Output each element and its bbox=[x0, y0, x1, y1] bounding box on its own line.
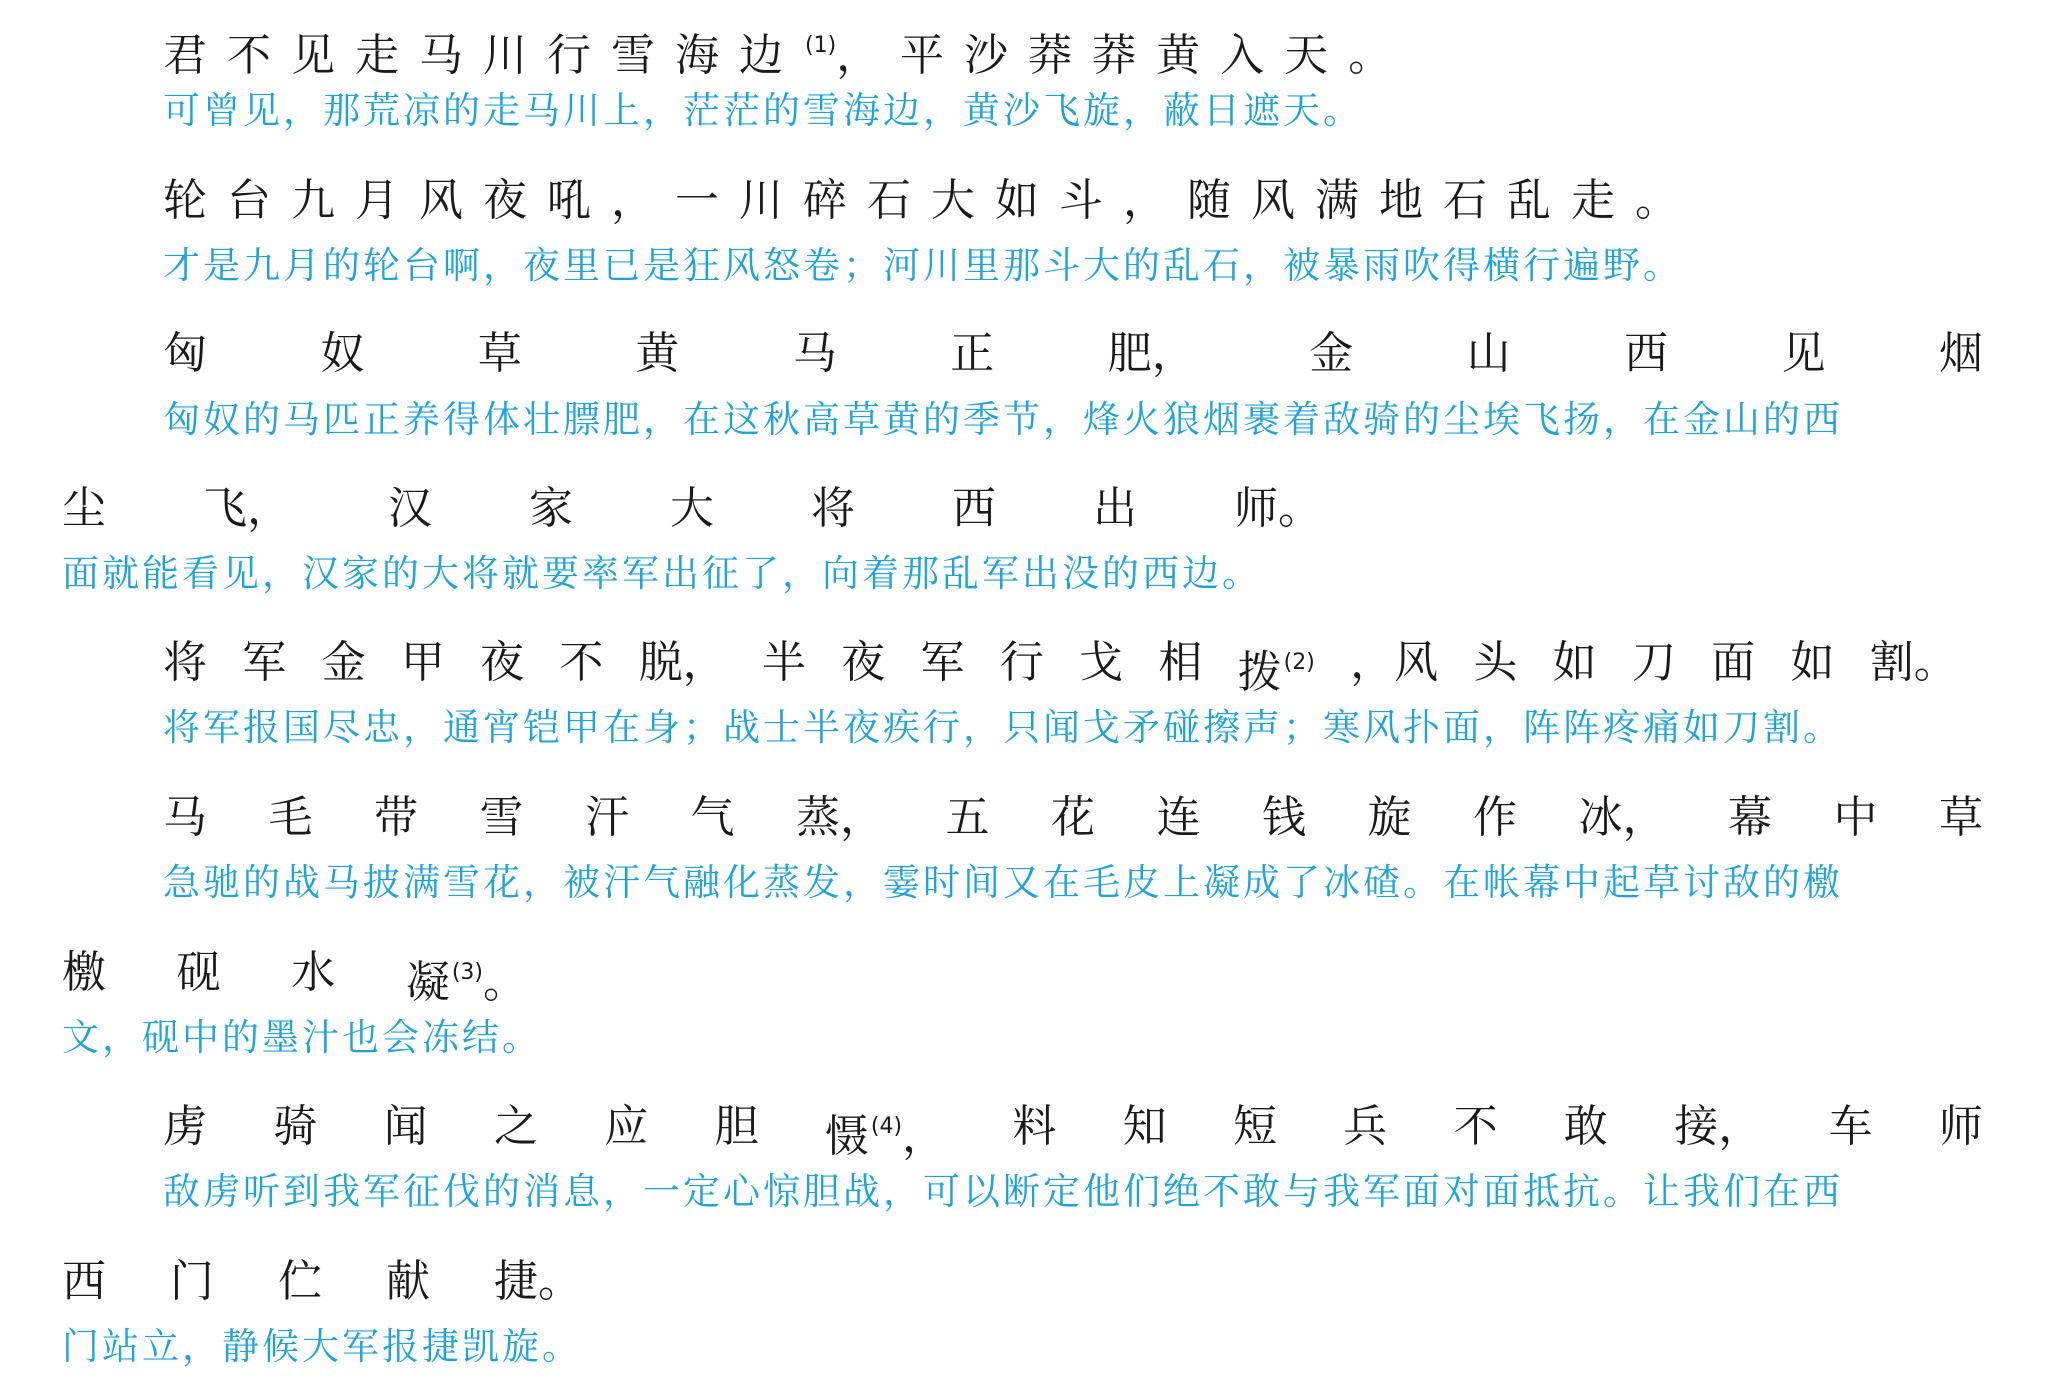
poem-char: 接， bbox=[1674, 1101, 1763, 1152]
poem-char: 之 bbox=[493, 1101, 538, 1152]
poem-char: 幕 bbox=[1728, 792, 1772, 843]
poem-char: 胆 bbox=[714, 1101, 759, 1152]
poem-line-6 bbox=[163, 1101, 1983, 1163]
poem-char: 檄 bbox=[62, 947, 106, 998]
poem-char: 肥， bbox=[1107, 328, 1196, 379]
poem-char: 捷。 bbox=[494, 1256, 582, 1307]
poem-char: 匈 bbox=[163, 328, 207, 379]
poem-char: 相 bbox=[1158, 637, 1203, 688]
poem-char: 金 bbox=[321, 637, 366, 688]
translation-line-2: 才是九月的轮台啊，夜里已是狂风怒卷；河川里那斗大的乱石，被暴雨吹得横行遍野。 bbox=[163, 244, 1683, 287]
translation-line-4: 将军报国尽忠，通宵铠甲在身；战士半夜疾行，只闻戈矛碰擦声；寒风扑面，阵阵疼痛如刀割。 bbox=[163, 706, 1843, 749]
poem-char: 师 bbox=[1938, 1101, 1983, 1152]
poem-char: 钱 bbox=[1262, 792, 1306, 843]
poem-char: 割。 bbox=[1869, 637, 1958, 688]
poem-char: 骑 bbox=[273, 1101, 318, 1152]
poem-char: 水 bbox=[291, 947, 336, 998]
poem-line-1-rest: ，平沙莽莽黄入天。 bbox=[836, 30, 1413, 81]
translation-line-5-cont: 文，砚中的墨汁也会冻结。 bbox=[62, 1016, 542, 1059]
poem-char: 冰， bbox=[1578, 792, 1667, 843]
poem-char: 山 bbox=[1466, 328, 1511, 379]
poem-char: 知 bbox=[1122, 1101, 1167, 1152]
poem-char: 面 bbox=[1711, 637, 1756, 688]
poem-char: 马 bbox=[792, 328, 837, 379]
poem-char: 黄 bbox=[635, 328, 680, 379]
poem-punct: 。 bbox=[483, 957, 527, 1008]
poem-char: 戈 bbox=[1079, 637, 1124, 688]
poem-char: 短 bbox=[1232, 1101, 1277, 1152]
poem-char: 五 bbox=[945, 792, 990, 843]
poem-char: 砚 bbox=[176, 947, 221, 998]
poem-line-5-cont bbox=[62, 947, 527, 1009]
poem-line-3 bbox=[163, 328, 1983, 380]
poem-char: 奴 bbox=[320, 328, 365, 379]
poem-char: 如 bbox=[1790, 637, 1835, 688]
poem-char: 花 bbox=[1051, 792, 1095, 843]
poem-line-3-cont bbox=[62, 483, 1322, 535]
poem-char: 家 bbox=[529, 483, 573, 534]
poem-char: 见 bbox=[1781, 328, 1826, 379]
poem-line-2: 轮台九月风夜吼，一川碎石大如斗，随风满地石乱走。 bbox=[163, 175, 1699, 226]
poem-char: 大 bbox=[670, 483, 714, 534]
translation-line-5: 急驰的战马披满雪花，被汗气融化蒸发，霎时间又在毛皮上凝成了冰碴。在帐幕中起草讨敌的檄 bbox=[163, 861, 1843, 904]
poem-char: 飞， bbox=[203, 483, 291, 534]
poem-char-with-note bbox=[1238, 637, 1315, 699]
poem-char: 毛 bbox=[268, 792, 313, 843]
poem-char: 出 bbox=[1093, 483, 1137, 534]
poem-char: 尘 bbox=[62, 483, 106, 534]
poem-char: 凝 bbox=[405, 957, 450, 1008]
poem-char: 应 bbox=[604, 1101, 649, 1152]
poem-char: 夜 bbox=[841, 637, 886, 688]
poem-char: 夜 bbox=[480, 637, 525, 688]
poem-char: 拨 bbox=[1237, 647, 1282, 698]
poem-char: 不 bbox=[559, 637, 604, 688]
translation-line-1: 可曾见，那荒凉的走马川上，茫茫的雪海边，黄沙飞旋，蔽日遮天。 bbox=[163, 89, 1363, 132]
poem-char: 雪 bbox=[479, 792, 524, 843]
poem-line-6-cont bbox=[62, 1256, 582, 1308]
poem-char: 敢 bbox=[1563, 1101, 1608, 1152]
poem-char: 闻 bbox=[383, 1101, 428, 1152]
poem-char-with-note bbox=[825, 1101, 946, 1163]
translation-line-3-cont: 面就能看见，汉家的大将就要率军出征了，向着那乱军出没的西边。 bbox=[62, 552, 1262, 595]
poem-char: 带 bbox=[374, 792, 418, 843]
poem-char: ，风 bbox=[1350, 637, 1439, 688]
poem-char: 马 bbox=[163, 792, 207, 843]
poem-char: 行 bbox=[999, 637, 1044, 688]
poem-char: 烟 bbox=[1938, 328, 1983, 379]
footnote-marker-4: (4) bbox=[870, 1114, 903, 1139]
translation-line-3: 匈奴的马匹正养得体壮膘肥，在这秋高草黄的季节，烽火狼烟裹着敌骑的尘埃飞扬，在金山的西 bbox=[163, 398, 1843, 441]
poem-char: 不 bbox=[1453, 1101, 1498, 1152]
poem-char: 蒸， bbox=[796, 792, 884, 843]
poem-char: 作 bbox=[1473, 792, 1517, 843]
poem-char: 气 bbox=[690, 792, 735, 843]
poem-char: 头 bbox=[1473, 637, 1518, 688]
poem-char: 草 bbox=[477, 328, 522, 379]
poem-line-4 bbox=[163, 637, 1958, 699]
poem-char: 门 bbox=[170, 1256, 214, 1307]
poem-char: 军 bbox=[242, 637, 287, 688]
poem-char: 脱， bbox=[638, 637, 727, 688]
poem-char: 料 bbox=[1012, 1101, 1057, 1152]
poem-char: 师。 bbox=[1234, 483, 1322, 534]
poem-char-with-note bbox=[406, 947, 527, 1009]
poem-char: 汗 bbox=[585, 792, 629, 843]
poem-char: 汉 bbox=[388, 483, 432, 534]
poem-char: 如 bbox=[1552, 637, 1597, 688]
poem-char: 慑 bbox=[824, 1111, 869, 1162]
translation-line-6-cont: 门站立，静候大军报捷凯旋。 bbox=[62, 1325, 582, 1368]
poem-line-1-text: 君不见走马川行雪海边 bbox=[163, 30, 803, 81]
translation-line-6: 敌虏听到我军征伐的消息，一定心惊胆战，可以断定他们绝不敢与我军面对面抵抗。让我们在西 bbox=[163, 1170, 1843, 1213]
poem-char: 正 bbox=[950, 328, 995, 379]
poem-char: 金 bbox=[1309, 328, 1354, 379]
poem-char: 西 bbox=[952, 483, 996, 534]
poem-char: 伫 bbox=[278, 1256, 322, 1307]
poem-char: 刀 bbox=[1631, 637, 1676, 688]
footnote-marker-3: (3) bbox=[451, 960, 483, 985]
poem-char: 甲 bbox=[400, 637, 445, 688]
poem-char: 连 bbox=[1156, 792, 1201, 843]
poem-char: 车 bbox=[1828, 1101, 1873, 1152]
poem-char: 将 bbox=[163, 637, 207, 688]
poem-char: 西 bbox=[1624, 328, 1669, 379]
footnote-marker-2: (2) bbox=[1283, 650, 1315, 675]
poem-char: 旋 bbox=[1367, 792, 1412, 843]
poem-line-5 bbox=[163, 792, 1983, 844]
poem-char: 军 bbox=[920, 637, 965, 688]
poem-char: 兵 bbox=[1343, 1101, 1388, 1152]
poem-char: 虏 bbox=[163, 1101, 207, 1152]
poem-line-1 bbox=[163, 20, 1412, 82]
poem-char: 草 bbox=[1939, 792, 1983, 843]
poem-char: 将 bbox=[811, 483, 855, 534]
poem-char: 中 bbox=[1833, 792, 1878, 843]
poem-char: 献 bbox=[386, 1256, 430, 1307]
poem-punct: ， bbox=[902, 1111, 947, 1162]
footnote-marker-1: (1) bbox=[805, 33, 837, 58]
poem-char: 西 bbox=[62, 1256, 106, 1307]
poem-char: 半 bbox=[761, 637, 806, 688]
